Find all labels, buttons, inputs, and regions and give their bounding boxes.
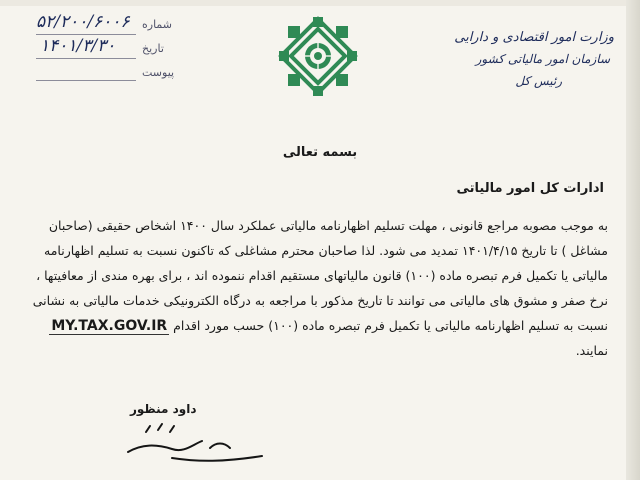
- paragraph-line-6: نمایند.: [575, 343, 608, 358]
- scan-edge-right: [626, 0, 640, 480]
- date-underline: [36, 58, 136, 59]
- number-value: ۵۲/۲۰۰/۶۰۰۶: [36, 12, 130, 32]
- handwritten-signature-icon: [120, 418, 270, 473]
- bismillah-heading: بسمه تعالی: [282, 145, 358, 160]
- paragraph-line-4: نرخ صفر و مشوق های مالیاتی می توانند تا تاریخ مذکور با مراجعه به درگاه الکترونیکی خدمات مالیاتی به نشانی: [32, 293, 608, 308]
- paragraph-line-5: [51, 318, 608, 334]
- tax-organization-emblem-icon: [278, 16, 358, 98]
- head-title: رئیس کل: [515, 74, 562, 88]
- scan-edge-top: [0, 0, 640, 6]
- number-underline: [36, 34, 136, 35]
- paragraph-line-2: مشاغل ) تا تاریخ ۱۴۰۱/۴/۱۵ تمدید می شود. لذا صاحبان محترم مشاغلی که تاکنون نسبت به تسلیم اظهارنامه: [44, 243, 608, 258]
- ministry-name: وزارت امور اقتصادی و دارایی: [454, 30, 614, 45]
- signer-name: داود منظور: [130, 402, 197, 416]
- date-value: ۱۴۰۱/۳/۳۰: [40, 36, 116, 56]
- paragraph-line-3: مالیاتی یا تکمیل فرم تبصره ماده (۱۰۰) قانون مالیاتهای مستقیم اقدام ننموده اند ، برای بهره مندی از معافیتها ،: [36, 268, 608, 283]
- number-label: شماره: [142, 18, 173, 31]
- paragraph-line-1: به موجب مصوبه مراجع قانونی ، مهلت تسلیم اظهارنامه مالیاتی عملکرد سال ۱۴۰۰ اشخاص حقیقی (صاحبان: [48, 218, 608, 233]
- attachment-label: پیوست: [142, 66, 175, 79]
- date-label: تاریخ: [142, 42, 164, 55]
- tax-portal-url-link[interactable]: MY.TAX.GOV.IR: [51, 318, 168, 334]
- paragraph-line-5-text: نسبت به تسلیم اظهارنامه مالیاتی یا تکمیل فرم تبصره ماده (۱۰۰) حسب مورد اقدام: [173, 318, 608, 333]
- attachment-underline: [36, 80, 136, 81]
- organization-name: سازمان امور مالیاتی کشور: [475, 52, 610, 66]
- addressee: ادارات کل امور مالیاتی: [456, 181, 604, 196]
